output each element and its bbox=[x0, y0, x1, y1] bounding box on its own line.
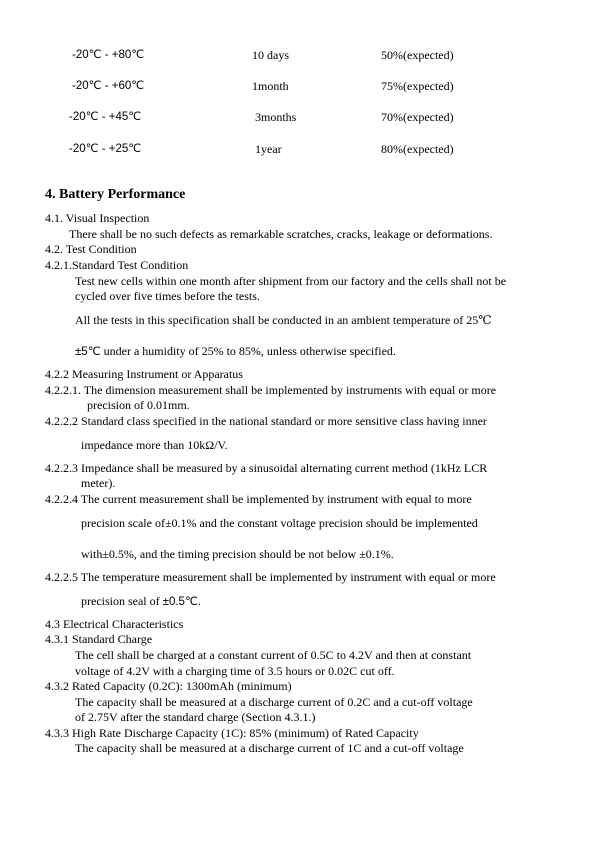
measuring-item-5-line-2 bbox=[81, 594, 201, 609]
storage-temp-1: -20℃ - +80℃ bbox=[72, 49, 145, 61]
ambient-line-1: All the tests in this specification shall be conducted in an ambient temperature of 25℃ bbox=[75, 313, 492, 327]
storage-duration-2: 1month bbox=[252, 79, 289, 93]
ambient-line-2 bbox=[75, 344, 396, 359]
rated-capacity-heading: 4.3.2 Rated Capacity (0.2C): 1300mAh (minimum) bbox=[45, 679, 292, 693]
storage-temp-3: -20℃ - +45℃ bbox=[69, 111, 142, 123]
high-rate-heading: 4.3.3 High Rate Discharge Capacity (1C): 85% (minimum) of Rated Capacity bbox=[45, 726, 419, 740]
visual-inspection-heading: 4.1. Visual Inspection bbox=[45, 211, 150, 225]
measuring-item-4-line-1: 4.2.2.4 The current measurement shall be implemented by instrument with equal to more bbox=[45, 492, 472, 506]
storage-duration-1: 10 days bbox=[252, 48, 289, 62]
rated-capacity-line-2: of 2.75V after the standard charge (Section 4.3.1.) bbox=[75, 710, 316, 724]
measuring-item-5-post: . bbox=[197, 594, 201, 608]
measuring-item-5-line-1: 4.2.2.5 The temperature measurement shall be implemented by instrument with equal or more bbox=[45, 570, 496, 584]
storage-duration-3: 3months bbox=[255, 110, 297, 124]
standard-charge-line-2: voltage of 4.2V with a charging time of 3.5 hours or 0.02C cut off. bbox=[75, 664, 395, 678]
standard-test-line-1: Test new cells within one month after shipment from our factory and the cells shall not be bbox=[75, 274, 507, 288]
visual-inspection-text: There shall be no such defects as remarkable scratches, cracks, leakage or deformations. bbox=[69, 227, 493, 241]
storage-temp-4: -20℃ - +25℃ bbox=[69, 143, 142, 155]
measuring-heading: 4.2.2 Measuring Instrument or Apparatus bbox=[45, 367, 243, 381]
measuring-item-5-pre: precision seal of bbox=[81, 594, 163, 608]
high-rate-line-1: The capacity shall be measured at a discharge current of 1C and a cut-off voltage bbox=[75, 741, 464, 755]
section-title: 4. Battery Performance bbox=[45, 187, 186, 202]
storage-recovery-1: 50%(expected) bbox=[381, 48, 454, 62]
standard-test-condition-heading: 4.2.1.Standard Test Condition bbox=[45, 258, 189, 272]
ambient-tolerance: ±5℃ bbox=[75, 346, 101, 358]
measuring-item-3-line-1: 4.2.2.3 Impedance shall be measured by a sinusoidal alternating current method (1kHz LCR bbox=[45, 461, 488, 475]
measuring-item-2-line-2: impedance more than 10kΩ/V. bbox=[81, 438, 228, 452]
measuring-item-2-line-1: 4.2.2.2 Standard class specified in the national standard or more sensitive class having inner bbox=[45, 414, 487, 428]
storage-temp-2: -20℃ - +60℃ bbox=[72, 80, 145, 92]
standard-test-line-2: cycled over five times before the tests. bbox=[75, 289, 260, 303]
test-condition-heading: 4.2. Test Condition bbox=[45, 242, 137, 256]
storage-recovery-4: 80%(expected) bbox=[381, 142, 454, 156]
rated-capacity-line-1: The capacity shall be measured at a discharge current of 0.2C and a cut-off voltage bbox=[75, 695, 473, 709]
measuring-item-4-line-3: with±0.5%, and the timing precision should be not below ±0.1%. bbox=[81, 547, 394, 561]
measuring-item-1-line-1: 4.2.2.1. The dimension measurement shall be implemented by instruments with equal or more bbox=[45, 383, 497, 397]
measuring-item-5-tolerance: ±0.5℃ bbox=[162, 596, 198, 608]
storage-duration-4: 1year bbox=[255, 142, 282, 156]
measuring-item-3-line-2: meter). bbox=[81, 476, 116, 490]
ambient-line-2-text: under a humidity of 25% to 85%, unless otherwise specified. bbox=[100, 344, 396, 358]
measuring-item-4-line-2: precision scale of±0.1% and the constant voltage precision should be implemented bbox=[81, 516, 478, 530]
standard-charge-line-1: The cell shall be charged at a constant current of 0.5C to 4.2V and then at constant bbox=[75, 648, 472, 662]
storage-recovery-2: 75%(expected) bbox=[381, 79, 454, 93]
measuring-item-1-line-2: precision of 0.01mm. bbox=[87, 398, 190, 412]
standard-charge-heading: 4.3.1 Standard Charge bbox=[45, 632, 153, 646]
electrical-heading: 4.3 Electrical Characteristics bbox=[45, 617, 184, 631]
storage-recovery-3: 70%(expected) bbox=[381, 110, 454, 124]
